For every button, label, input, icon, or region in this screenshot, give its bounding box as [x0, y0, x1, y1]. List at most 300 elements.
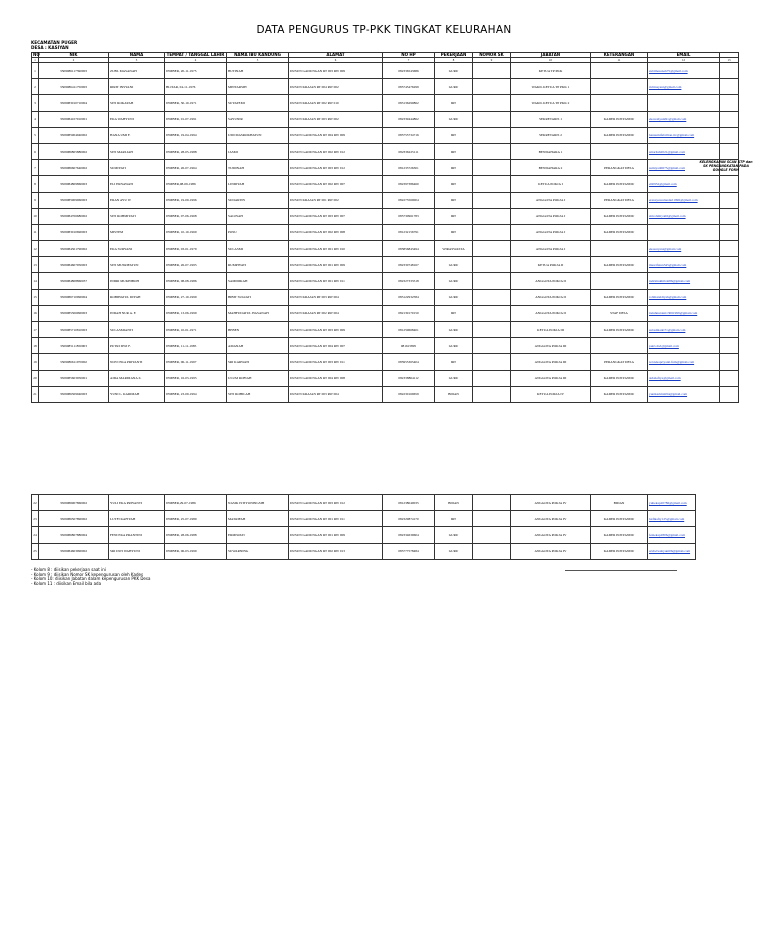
- cell-email: noviekapriyanti.fnm@gmail.com: [648, 354, 720, 370]
- kecamatan-label: KECAMATAN PUGER: [31, 40, 78, 45]
- cell-ibu: SAMIDIKAH: [227, 273, 289, 289]
- cell-email: yunikarimah94@gmail.com: [648, 386, 720, 402]
- cell-email: zubimasanah75@gmail.com: [648, 63, 720, 79]
- table-row: [32, 305, 739, 321]
- cell-keterangan: KADER POSYANDU: [591, 527, 648, 543]
- cell-hp: 082327333518: [383, 273, 435, 289]
- cell-ibu: SUWARNING: [227, 543, 289, 559]
- column-header: NIK: [39, 53, 109, 58]
- cell-ibu: MAHFUDATUL HASANAH: [227, 305, 289, 321]
- cell-extra: [720, 257, 739, 273]
- cell-keterangan: KADER POSYANDU: [591, 127, 648, 143]
- cell-jabatan: ANGGOTA POKJA III: [511, 354, 591, 370]
- cell-nik: 3509084301790002: [39, 241, 109, 257]
- cell-hp: 085955365404: [383, 354, 435, 370]
- cell-nama: HANA UMI F.: [109, 127, 165, 143]
- cell-no: 10: [32, 208, 39, 224]
- note-line: - Kolom 10: diisikan Jabatan dalam kepengurusan PKK Desa: [31, 576, 151, 582]
- cell-jabatan: KETUA TP PKK: [511, 63, 591, 79]
- column-number: 5: [227, 58, 289, 63]
- cell-nik: 3509085904940002: [39, 127, 109, 143]
- cell-ibu: LINDIYAH: [227, 176, 289, 192]
- cell-ttl: JEMBER, 16-03-1995: [165, 370, 227, 386]
- cell-no: 4: [32, 111, 39, 127]
- cell-keterangan: KADER POSYANDU: [591, 208, 648, 224]
- cell-alamat: DUSUN GADUNGAN RT 003 RW 009: [289, 63, 383, 79]
- cell-sk: [473, 63, 511, 79]
- table-row: [32, 241, 739, 257]
- cell-keterangan: [591, 79, 648, 95]
- cell-jabatan: KETUA POKJA I: [511, 176, 591, 192]
- cell-email: lutfikafiy125@gmail.com: [648, 511, 696, 527]
- table-row: [32, 79, 739, 95]
- cell-nama: SITI ROKAYAH: [109, 95, 165, 111]
- cell-alamat: DUSUN GADUNGAN RT 004 RW 008: [289, 370, 383, 386]
- cell-jabatan: KETUA POKJA III: [511, 322, 591, 338]
- cell-hp: 082139170150: [383, 305, 435, 321]
- cell-sk: [473, 241, 511, 257]
- cell-keterangan: [591, 143, 648, 159]
- cell-ibu: SALINAH: [227, 208, 289, 224]
- column-number: 6: [289, 58, 383, 63]
- cell-hp: 085755734716: [383, 127, 435, 143]
- cell-extra: [720, 322, 739, 338]
- cell-nama: ROBIHATUL DIYAH: [109, 289, 165, 305]
- cell-nama: SULASMIANTI: [109, 322, 165, 338]
- cell-ibu: ERMIWATI: [227, 527, 289, 543]
- cell-sk: [473, 79, 511, 95]
- cell-ttl: JEMBER, 06-03-1999: [165, 543, 227, 559]
- cell-extra: [720, 111, 739, 127]
- cell-ttl: JEMBER, 10-01-1971: [165, 322, 227, 338]
- cell-hp: 081233726301: [383, 160, 435, 176]
- cell-extra: [720, 143, 739, 159]
- cell-ibu: SRI KARWATI: [227, 354, 289, 370]
- cell-jabatan: ANGGOTA POKJA III: [511, 370, 591, 386]
- cell-nama: EKA WAHYUNI: [109, 111, 165, 127]
- cell-pekerjaan: IRT: [435, 192, 473, 208]
- cell-no: 7: [32, 160, 39, 176]
- cell-email: yuliekap20786@gmail.com: [648, 495, 696, 511]
- cell-no: 18: [32, 338, 39, 354]
- table-row: [32, 127, 739, 143]
- table-row: [32, 160, 739, 176]
- cell-alamat: DUSUN GADUNGAN RT 001 RW 011: [289, 273, 383, 289]
- cell-ibu: MINTARSIH: [227, 79, 289, 95]
- table-row: [32, 63, 739, 79]
- cell-ttl: JEMBER, 23-09-1994: [165, 386, 227, 402]
- cell-extra: [720, 241, 739, 257]
- column-header: KETERANGAN: [591, 53, 648, 58]
- table-row: [32, 511, 696, 527]
- cell-email: sulasmianti71@gmail.com: [648, 322, 720, 338]
- cell-ibu: RUMPIYATI: [227, 257, 289, 273]
- cell-no: 3: [32, 95, 39, 111]
- cell-pekerjaan: GURU: [435, 63, 473, 79]
- table-row: [32, 370, 739, 386]
- cell-pekerjaan: GURU: [435, 111, 473, 127]
- cell-sk: [473, 543, 511, 559]
- cell-alamat: DUSUN KRAJAN RT 002 RW 010: [289, 95, 383, 111]
- table-row: [32, 495, 696, 511]
- cell-keterangan: PERANGKAT DESA: [591, 354, 648, 370]
- table-row: [32, 386, 739, 402]
- cell-keterangan: KADER POSYANDU: [591, 176, 648, 192]
- cell-pekerjaan: GURU: [435, 273, 473, 289]
- note-line: - Kolom 9 : diisikan Nomor SK kepengurusan oleh Kades: [31, 571, 144, 577]
- cell-ttl: JEMBER, 03-01-1979: [165, 241, 227, 257]
- column-header: TEMPAT / TANGGAL LAHIR: [165, 53, 227, 58]
- cell-alamat: DUSUN GADUNGAN RT 003 RW 012: [289, 160, 383, 176]
- cell-no: 2: [32, 79, 39, 95]
- cell-ibu: JASMI: [227, 143, 289, 159]
- cell-alamat: DUSUN GADUNGAN RT 002 RW 013: [289, 543, 383, 559]
- column-number: 13: [720, 58, 739, 63]
- cell-no: 12: [32, 241, 39, 257]
- cell-ttl: JEMBER, 13-06-1999: [165, 305, 227, 321]
- cell-ibu: SITI ROHILAH: [227, 386, 289, 402]
- cell-email: eranayuwulandari1996@gmail.com: [648, 192, 720, 208]
- cell-keterangan: STAF DESA: [591, 305, 648, 321]
- cell-jabatan: KETUA POKJA IV: [511, 386, 591, 402]
- cell-no: 14: [32, 273, 39, 289]
- cell-extra: [720, 79, 739, 95]
- cell-nik: 3509086611970002: [39, 354, 109, 370]
- cell-hp: 082339444862: [383, 111, 435, 127]
- cell-ibu: ULUM ROFIAH: [227, 370, 289, 386]
- cell-jabatan: ANGGOTA POKJA I: [511, 192, 591, 208]
- cell-jabatan: ANGGOTA POKJA II: [511, 289, 591, 305]
- cell-nik: 3509086607640002: [39, 160, 109, 176]
- cell-extra: [720, 305, 739, 321]
- cell-email: hanaumifebrilian.tiv@gmail.com: [648, 127, 720, 143]
- cell-nik: 3509083010690003: [39, 224, 109, 240]
- cell-sk: [473, 176, 511, 192]
- table-row: [32, 208, 739, 224]
- cell-sk: [473, 160, 511, 176]
- cell-pekerjaan: IRT: [435, 511, 473, 527]
- cell-keterangan: [591, 63, 648, 79]
- cell-alamat: DUSUN KRAJAN RT 003 RW 004: [289, 386, 383, 402]
- cell-nama: YUNI L. KARIMAH: [109, 386, 165, 402]
- page-title: DATA PENGURUS TP-PKK TINGKAT KELURAHAN: [256, 24, 512, 36]
- cell-email: smarliah2021@gmail.com: [648, 143, 720, 159]
- pengurus-table: [31, 52, 739, 403]
- cell-nama: INDAH NUR A. F.: [109, 305, 165, 321]
- cell-nik: 3509085306990003: [39, 305, 109, 321]
- table-row: [32, 95, 739, 111]
- cell-hp: 082329874170: [383, 511, 435, 527]
- cell-nama: SUMIYATI: [109, 160, 165, 176]
- cell-nama: EKA SURYANI: [109, 241, 165, 257]
- cell-keterangan: KADER POSYANDU: [591, 111, 648, 127]
- cell-alamat: DUSUN GADUNGAN RT 002 RW 012: [289, 143, 383, 159]
- cell-sk: [473, 386, 511, 402]
- cell-extra: [720, 63, 739, 79]
- cell-email: indahnuraini13061999@gmail.com: [648, 305, 720, 321]
- cell-alamat: DUSUN GADUNGAN RT 001 RW 009: [289, 257, 383, 273]
- cell-pekerjaan: IRT: [435, 176, 473, 192]
- table-row: [32, 176, 739, 192]
- cell-nama: ERAN AYU W: [109, 192, 165, 208]
- cell-pekerjaan: BIDAN: [435, 386, 473, 402]
- cell-nama: AIDA MARDIANA Z.: [109, 370, 165, 386]
- cell-ibu: MASRIFAH: [227, 511, 289, 527]
- cell-sk: [473, 192, 511, 208]
- cell-nik: 3509085111850003: [39, 338, 109, 354]
- table-row: [32, 289, 739, 305]
- cell-nik: 3509086117590003: [39, 63, 109, 79]
- table-row: [32, 192, 739, 208]
- cell-ttl: JEMBER,08-09-1986: [165, 176, 227, 192]
- table-row: [32, 338, 739, 354]
- cell-email: musrifatun345@gmail.com: [648, 257, 720, 273]
- cell-email: ekasuryani@gmail.com: [648, 241, 720, 257]
- cell-email: eli0932@gmail.com: [648, 176, 720, 192]
- cell-jabatan: BENDAHARA 1: [511, 143, 591, 159]
- cell-no: 24: [32, 527, 39, 543]
- column-number: 10: [511, 58, 591, 63]
- cell-alamat: DUSUN KRAJAN RT 004 RW 002: [289, 79, 383, 95]
- column-number: 8: [435, 58, 473, 63]
- note-line: - Kolom 8 : diisikan pekerjaan saat ini: [31, 567, 106, 572]
- cell-extra: [720, 370, 739, 386]
- cell-extra: [720, 338, 739, 354]
- cell-nik: 3509086507890002: [39, 511, 109, 527]
- cell-ttl: JEMBER, 08-08-1986: [165, 273, 227, 289]
- cell-no: 22: [32, 495, 39, 511]
- cell-jabatan: SEKRETARIS 1: [511, 111, 591, 127]
- cell-pekerjaan: IRT: [435, 305, 473, 321]
- column-header: NO: [33, 52, 40, 57]
- cell-ttl: BLITAR, 04-11-1976: [165, 79, 227, 95]
- cell-hp: 083122932584: [383, 289, 435, 305]
- cell-sk: [473, 143, 511, 159]
- column-number: 7: [383, 58, 435, 63]
- cell-hp: 082230169659: [383, 386, 435, 402]
- cell-jabatan: ANGGOTA POKJA II: [511, 273, 591, 289]
- cell-pekerjaan: IRT: [435, 354, 473, 370]
- cell-jabatan: ANGGOTA POKJA II: [511, 305, 591, 321]
- cell-nik: 3509085710810003: [39, 322, 109, 338]
- cell-nama: SITI ROHMIYATI: [109, 208, 165, 224]
- cell-no: 5: [32, 127, 39, 143]
- table-row: [32, 527, 696, 543]
- cell-nik: 3509084706680002: [39, 208, 109, 224]
- cell-hp: 082334639604: [383, 527, 435, 543]
- cell-email: [648, 224, 720, 240]
- cell-nik: 3509086907860002: [39, 495, 109, 511]
- cell-keterangan: KADER POSYANDU: [591, 322, 648, 338]
- cell-sk: [473, 322, 511, 338]
- cell-ibu: AMANAH: [227, 338, 289, 354]
- cell-alamat: DUSUN KRAJAN RT 002 RW 004: [289, 305, 383, 321]
- cell-ibu: UMI MASROKHATUN: [227, 127, 289, 143]
- cell-extra: [720, 224, 739, 240]
- cell-ttl: JEMBER, 20-11-1975: [165, 63, 227, 79]
- cell-ttl: JEMBER, 25-07-1989: [165, 511, 227, 527]
- cell-ibu: SUDARTIN: [227, 192, 289, 208]
- cell-jabatan: ANGGOTA POKJA IV: [511, 511, 591, 527]
- cell-hp: 085730961783: [383, 208, 435, 224]
- desa-label: DESA : KASIYAN: [31, 45, 69, 50]
- cell-nama: SITI MUSRIFATUN: [109, 257, 165, 273]
- cell-no: 1: [32, 63, 39, 79]
- cell-ttl: JEMBER, 26-07-1964: [165, 160, 227, 176]
- cell-pekerjaan: IRT: [435, 127, 473, 143]
- cell-sk: [473, 305, 511, 321]
- cell-hp: 081615895: [383, 338, 435, 354]
- cell-jabatan: BENDAHARA 2: [511, 160, 591, 176]
- cell-no: 13: [32, 257, 39, 273]
- cell-hp: 085856843494: [383, 241, 435, 257]
- cell-alamat: DUSUN GADUNGAN RT 002 RW 008: [289, 224, 383, 240]
- cell-no: 9: [32, 192, 39, 208]
- column-header: NAMA: [109, 53, 165, 58]
- cell-sk: [473, 273, 511, 289]
- cell-jabatan: ANGGOTA POKJA I: [511, 208, 591, 224]
- cell-pekerjaan: IRT: [435, 224, 473, 240]
- cell-nik: 3509085909960003: [39, 192, 109, 208]
- cell-email: riritinsyani@gmail.com: [648, 79, 720, 95]
- cell-no: 19: [32, 354, 39, 370]
- cell-jabatan: ANGGOTA POKJA IV: [511, 543, 591, 559]
- cell-extra: [720, 176, 739, 192]
- cell-ibu: TUMINAH: [227, 160, 289, 176]
- cell-ttl: JEMBER, 07-06-1968: [165, 208, 227, 224]
- cell-sk: [473, 527, 511, 543]
- cell-alamat: DUSUN GADUNGAN RT 003 RW 011: [289, 354, 383, 370]
- cell-jabatan: KETUA POKJA II: [511, 257, 591, 273]
- cell-jabatan: ANGGOTA POKJA IV: [511, 527, 591, 543]
- column-header: ALAMAT: [289, 53, 383, 58]
- cell-ibu: BIBIT SUGIATI: [227, 289, 289, 305]
- cell-nik: 3509084808860037: [39, 273, 109, 289]
- pengurus-table-continued: [31, 494, 696, 560]
- cell-alamat: DUSUN GADUNGAN RT 001 RW 009: [289, 527, 383, 543]
- table-row: [32, 257, 739, 273]
- cell-ttl: JEMBER, 28-05-1988: [165, 143, 227, 159]
- cell-hp: 082338864112: [383, 370, 435, 386]
- cell-jabatan: WAKIL KETUA TP PKK 2: [511, 95, 591, 111]
- cell-ttl: JEMBER, 28-06-1988: [165, 527, 227, 543]
- cell-keterangan: [591, 338, 648, 354]
- cell-no: 6: [32, 143, 39, 159]
- cell-alamat: DUSUN GADUNGAN RT 003 RW 012: [289, 495, 383, 511]
- cell-no: 20: [32, 370, 39, 386]
- cell-extra: [720, 208, 739, 224]
- cell-extra: [720, 354, 739, 370]
- cell-sk: [473, 127, 511, 143]
- cell-extra: [720, 127, 739, 143]
- cell-nama: ELI ERNAWATI: [109, 176, 165, 192]
- column-number: 4: [165, 58, 227, 63]
- column-header: NAMA IBU KANDUNG: [227, 53, 289, 58]
- table-row: [32, 273, 739, 289]
- cell-ttl: JEMBER, 01-07-1991: [165, 111, 227, 127]
- cell-sk: [473, 95, 511, 111]
- cell-jabatan: SEKRETARIS 2: [511, 127, 591, 143]
- cell-ibu: SULASMI: [227, 241, 289, 257]
- cell-ttl: JEMBER, 30-10-1971: [165, 95, 227, 111]
- cell-pekerjaan: IRT: [435, 95, 473, 111]
- cell-ibu: NASIK ISTIYONINGSIH: [227, 495, 289, 511]
- cell-keterangan: PERANGKAT DESA: [591, 160, 648, 176]
- cell-alamat: DUSUN KRAJAN RT 001 RW 002: [289, 192, 383, 208]
- column-header: PEKERJAAN: [435, 53, 473, 58]
- cell-email: sitirohmiyati6@gmail.com: [648, 208, 720, 224]
- cell-ibu: BUTINAH: [227, 63, 289, 79]
- column-header: EMAIL: [648, 53, 720, 58]
- cell-alamat: DUSUN GADUNGAN RT 002 RW 007: [289, 176, 383, 192]
- cell-nama: SITI MARLIAH: [109, 143, 165, 159]
- table-row: [32, 143, 739, 159]
- cell-jabatan: ANGGOTA POKJA III: [511, 338, 591, 354]
- cell-keterangan: PERANGKAT DESA: [591, 192, 648, 208]
- column-number: 1: [32, 58, 39, 63]
- cell-nik: 3509084809860003: [39, 176, 109, 192]
- cell-no: 25: [32, 543, 39, 559]
- cell-keterangan: KADER POSYANDU: [591, 543, 648, 559]
- cell-keterangan: BIDAN: [591, 495, 648, 511]
- column-header: NO HP: [383, 53, 435, 58]
- cell-alamat: DUSUN GADUNGAN RT 004 RW 009: [289, 127, 383, 143]
- column-number: 12: [648, 58, 720, 63]
- cell-email: indrimukhiboh86@gmail.com: [648, 273, 720, 289]
- cell-nik: 3509084603990002: [39, 543, 109, 559]
- cell-sk: [473, 370, 511, 386]
- cell-ttl: JEMBER, 06-11-1997: [165, 354, 227, 370]
- cell-nama: SRI DWI WAHYUNI: [109, 543, 165, 559]
- cell-pekerjaan: IRT: [435, 160, 473, 176]
- cell-sk: [473, 354, 511, 370]
- cell-keterangan: [591, 95, 648, 111]
- cell-nama: PUTRI DWI F.: [109, 338, 165, 354]
- column-number: 11: [591, 58, 648, 63]
- cell-hp: 085777578484: [383, 543, 435, 559]
- cell-nik: 3509084107910001: [39, 111, 109, 127]
- cell-pekerjaan: GURU: [435, 338, 473, 354]
- cell-sk: [473, 495, 511, 511]
- table-row: [32, 354, 739, 370]
- cell-nik: 3509086309940003: [39, 386, 109, 402]
- cell-ttl: JEMBER, 26-07-1995: [165, 257, 227, 273]
- cell-nama: MISTEM: [109, 224, 165, 240]
- cell-keterangan: [591, 273, 648, 289]
- cell-no: 8: [32, 176, 39, 192]
- cell-nik: 3509086805880002: [39, 143, 109, 159]
- cell-sk: [473, 111, 511, 127]
- cell-email: putri.dwi@gmail.com: [648, 338, 720, 354]
- cell-hp: 082397386460: [383, 176, 435, 192]
- cell-pekerjaan: GURU: [435, 79, 473, 95]
- cell-ibu: SAYUNIR: [227, 111, 289, 127]
- cell-ttl: JEMBER, 11-11-1985: [165, 338, 227, 354]
- cell-email: sumiyati0675@gmail.com: [648, 160, 720, 176]
- cell-nik: 3509083010710004: [39, 95, 109, 111]
- cell-extra: [720, 95, 739, 111]
- cell-hp: 085745476299: [383, 79, 435, 95]
- table-row: [32, 322, 739, 338]
- cell-hp: 082336543686: [383, 63, 435, 79]
- cell-email: [648, 95, 720, 111]
- cell-nik: 3509086807880004: [39, 527, 109, 543]
- cell-email: feniekap2806@gmail.com: [648, 527, 696, 543]
- table-row: [32, 111, 739, 127]
- cell-sk: [473, 224, 511, 240]
- cell-nik: 3509085603950001: [39, 370, 109, 386]
- cell-alamat: DUSUN GADUNGAN RT 003 RW 007: [289, 208, 383, 224]
